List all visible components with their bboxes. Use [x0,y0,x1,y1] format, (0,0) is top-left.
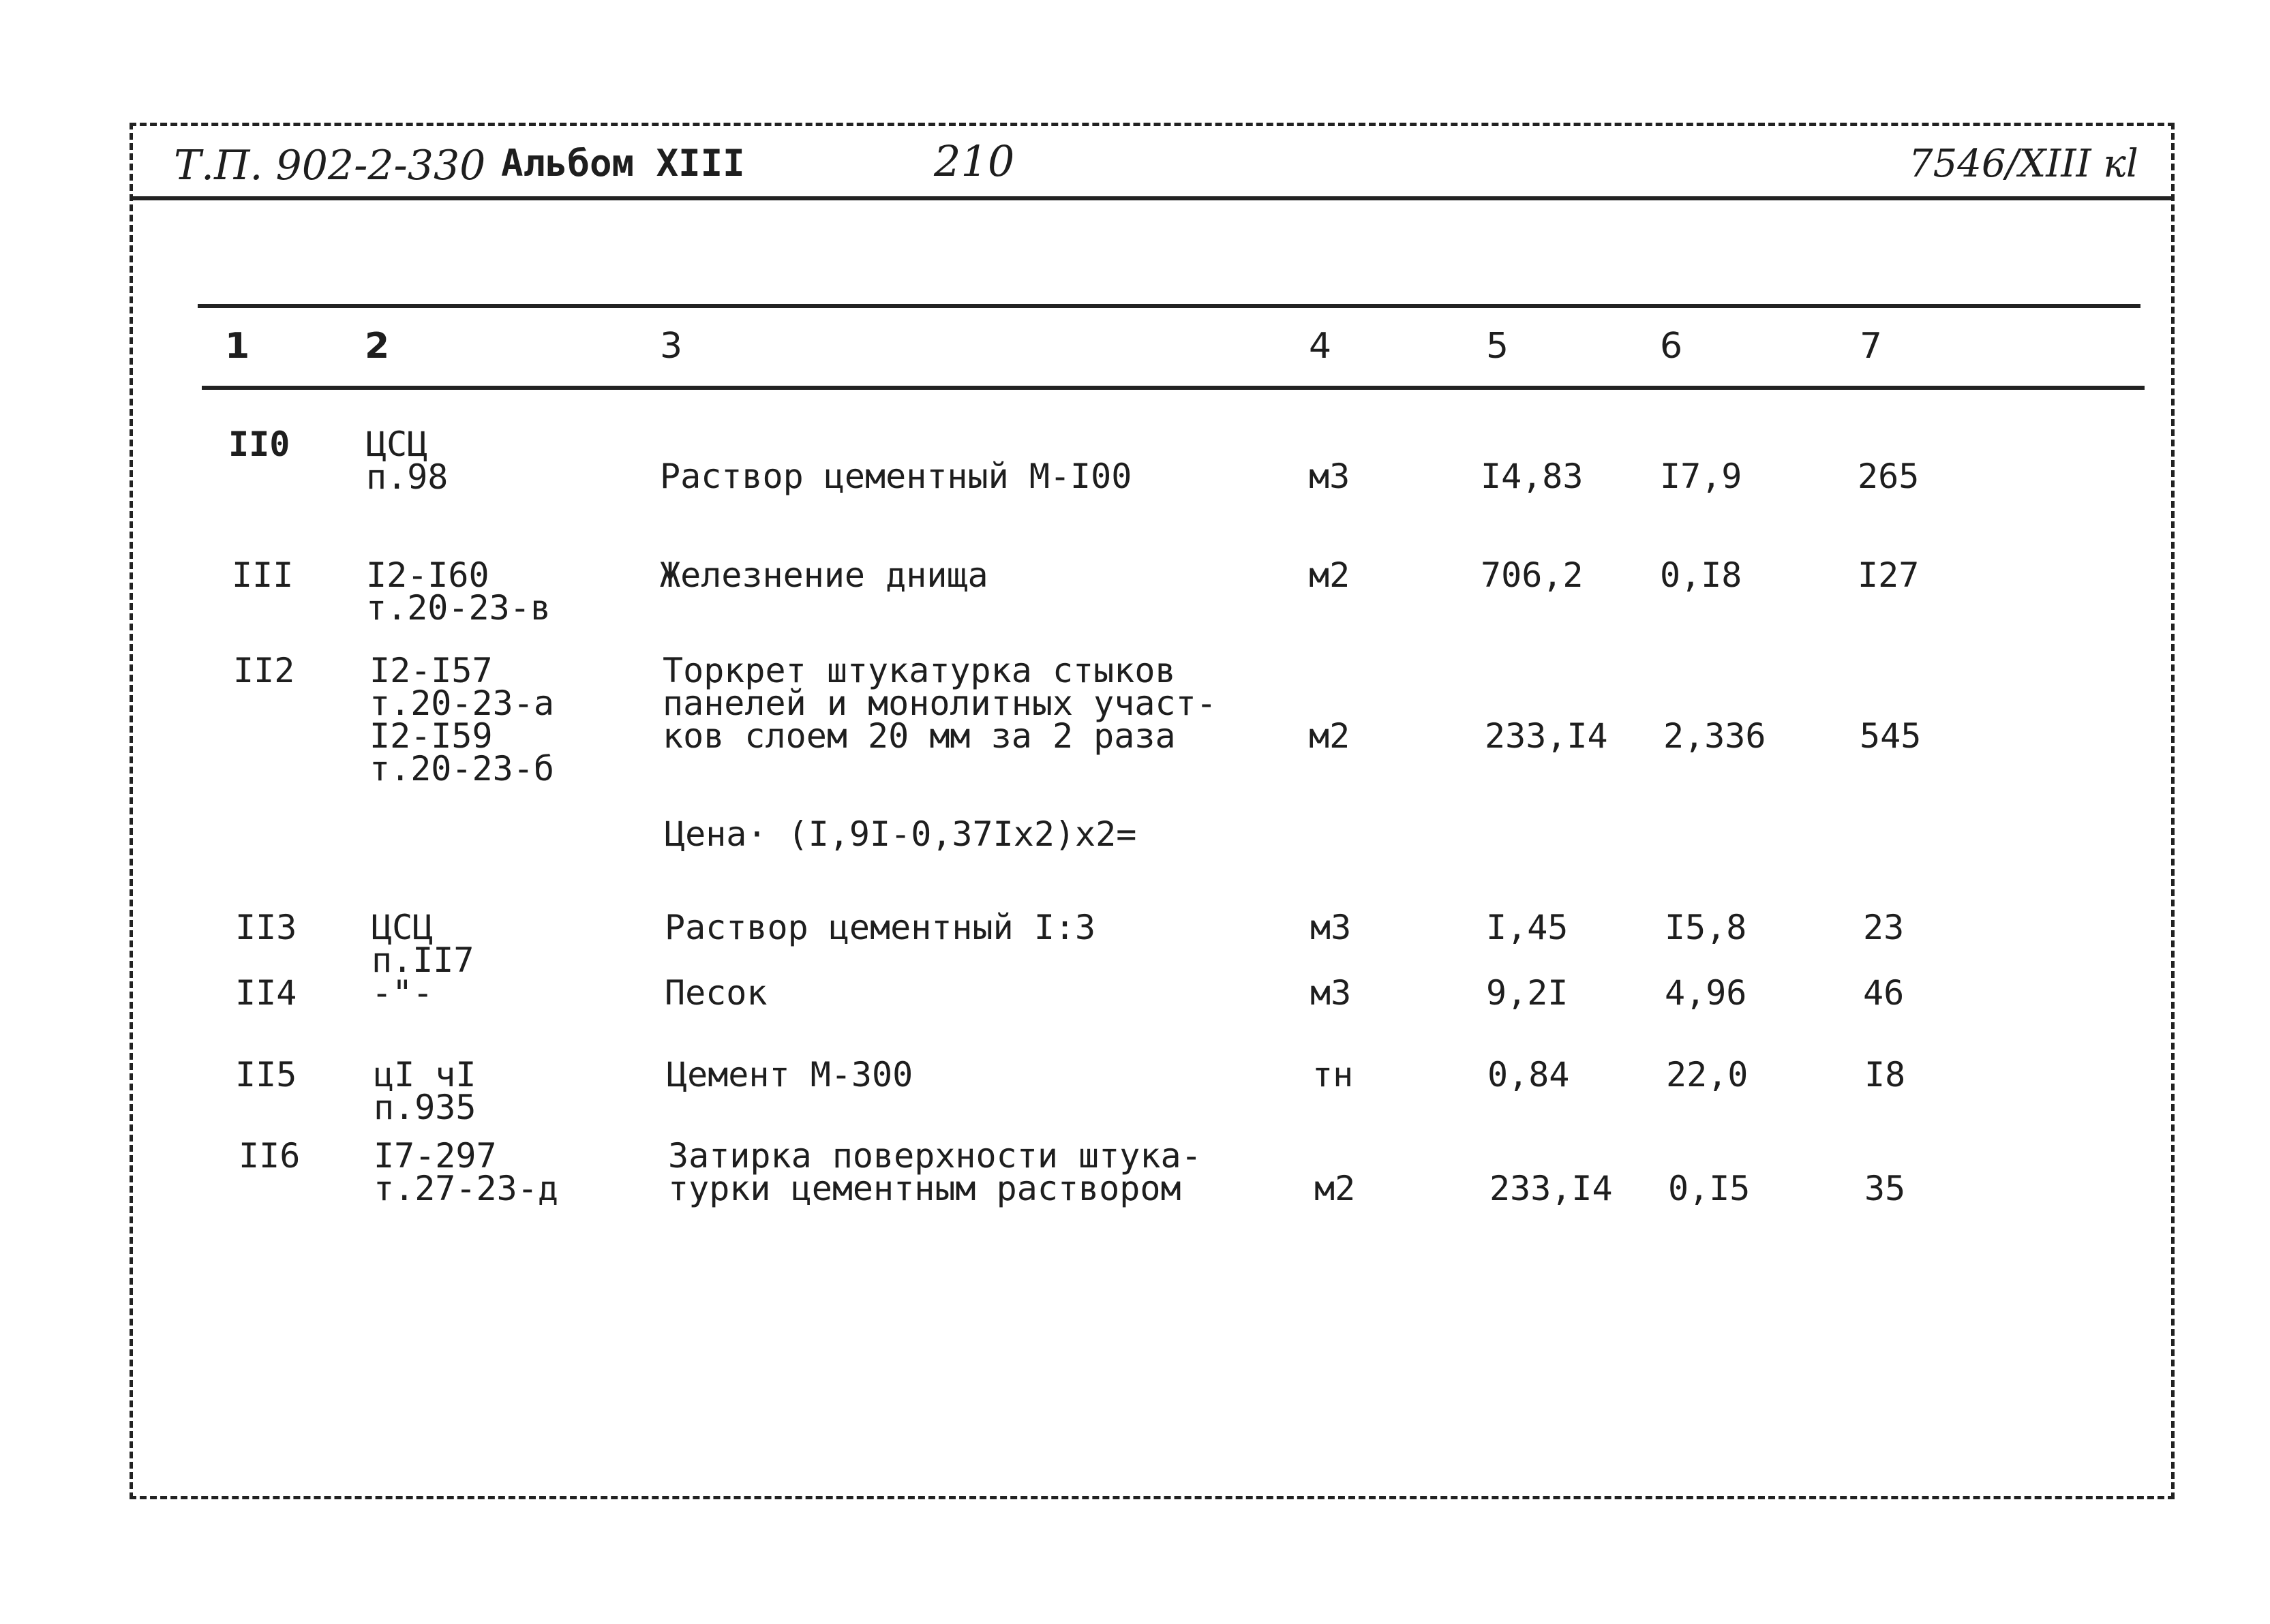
row-reference: I7-297 т.27-23-д [374,1136,558,1208]
row-sum: 265 [1858,457,1920,496]
row-quantity: 9,2I [1486,973,1569,1013]
row-unit: м3 [1310,908,1352,947]
table-top-rule [198,304,2140,308]
row-number: II3 [235,908,297,947]
row-number: II0 [228,425,290,464]
row-unit: м3 [1309,457,1350,496]
row-number: II4 [235,973,297,1013]
row-unit: м2 [1314,1169,1356,1208]
row-price: I7,9 [1660,457,1742,496]
col-header-7: 7 [1860,326,1883,367]
col-header-5: 5 [1486,326,1509,367]
col-header-1: 1 [225,326,250,367]
row-name: Цемент М-300 [667,1055,913,1094]
row-quantity: 0,84 [1487,1055,1570,1094]
col-header-3: 3 [660,326,683,367]
row-name: Торкрет штукатурка стыков панелей и монолитных участ- ков слоем 20 мм за 2 раза [663,651,1217,756]
row-number: III [232,555,294,595]
row-unit: м2 [1309,716,1350,756]
row-reference: I2-I60 т.20-23-в [366,555,551,628]
row-quantity: 233,I4 [1489,1169,1613,1208]
row-number: II6 [239,1136,301,1176]
row-price: I5,8 [1665,908,1747,947]
row-price: 0,I8 [1660,555,1742,595]
row-name: Раствор цементный I:3 [665,908,1096,947]
row-sum: I8 [1864,1055,1906,1094]
col-header-6: 6 [1660,326,1683,367]
row-quantity: 233,I4 [1485,716,1608,756]
row-name: Песок [665,973,768,1013]
row-reference: ЦСЦ п.98 [366,425,449,497]
row-sum: I27 [1858,555,1920,595]
row-name: Раствор цементный М-I00 [660,457,1132,496]
row-reference: -"- [372,973,434,1013]
col-header-4: 4 [1309,326,1332,367]
row-sum: 46 [1863,973,1905,1013]
album-label: Альбом XIII [501,142,745,185]
row-price: 4,96 [1665,973,1747,1013]
archive-number: 7546/XIII кl [1909,142,2138,186]
row-number: II2 [233,651,295,690]
price-formula: Цена· (I,9I-0,37Iх2)х2= [665,814,1137,854]
doc-code: Т.П. 902-2-330 [174,142,486,189]
page-number: 210 [934,136,1015,186]
row-sum: 545 [1860,716,1922,756]
row-price: 2,336 [1663,716,1766,756]
row-quantity: 706,2 [1481,555,1584,595]
row-name: Железнение днища [660,555,988,595]
row-name: Затирка поверхности штука- турки цементным раствором [668,1136,1202,1208]
row-unit: м2 [1309,555,1350,595]
row-reference: I2-I57 т.20-23-а I2-I59 т.20-23-б [369,651,554,788]
row-price: 0,I5 [1668,1169,1751,1208]
row-quantity: I4,83 [1481,457,1584,496]
col-header-2: 2 [365,326,390,367]
row-unit: м3 [1310,973,1352,1013]
row-price: 22,0 [1666,1055,1749,1094]
table-header-rule [202,386,2145,390]
row-quantity: I,45 [1486,908,1569,947]
row-sum: 35 [1864,1169,1906,1208]
title-block-rule [130,196,2173,200]
row-unit: тн [1312,1055,1354,1094]
row-number: II5 [235,1055,297,1094]
row-reference: цI чI п.935 [374,1055,476,1127]
row-reference: ЦСЦ п.II7 [372,908,474,980]
row-sum: 23 [1863,908,1905,947]
